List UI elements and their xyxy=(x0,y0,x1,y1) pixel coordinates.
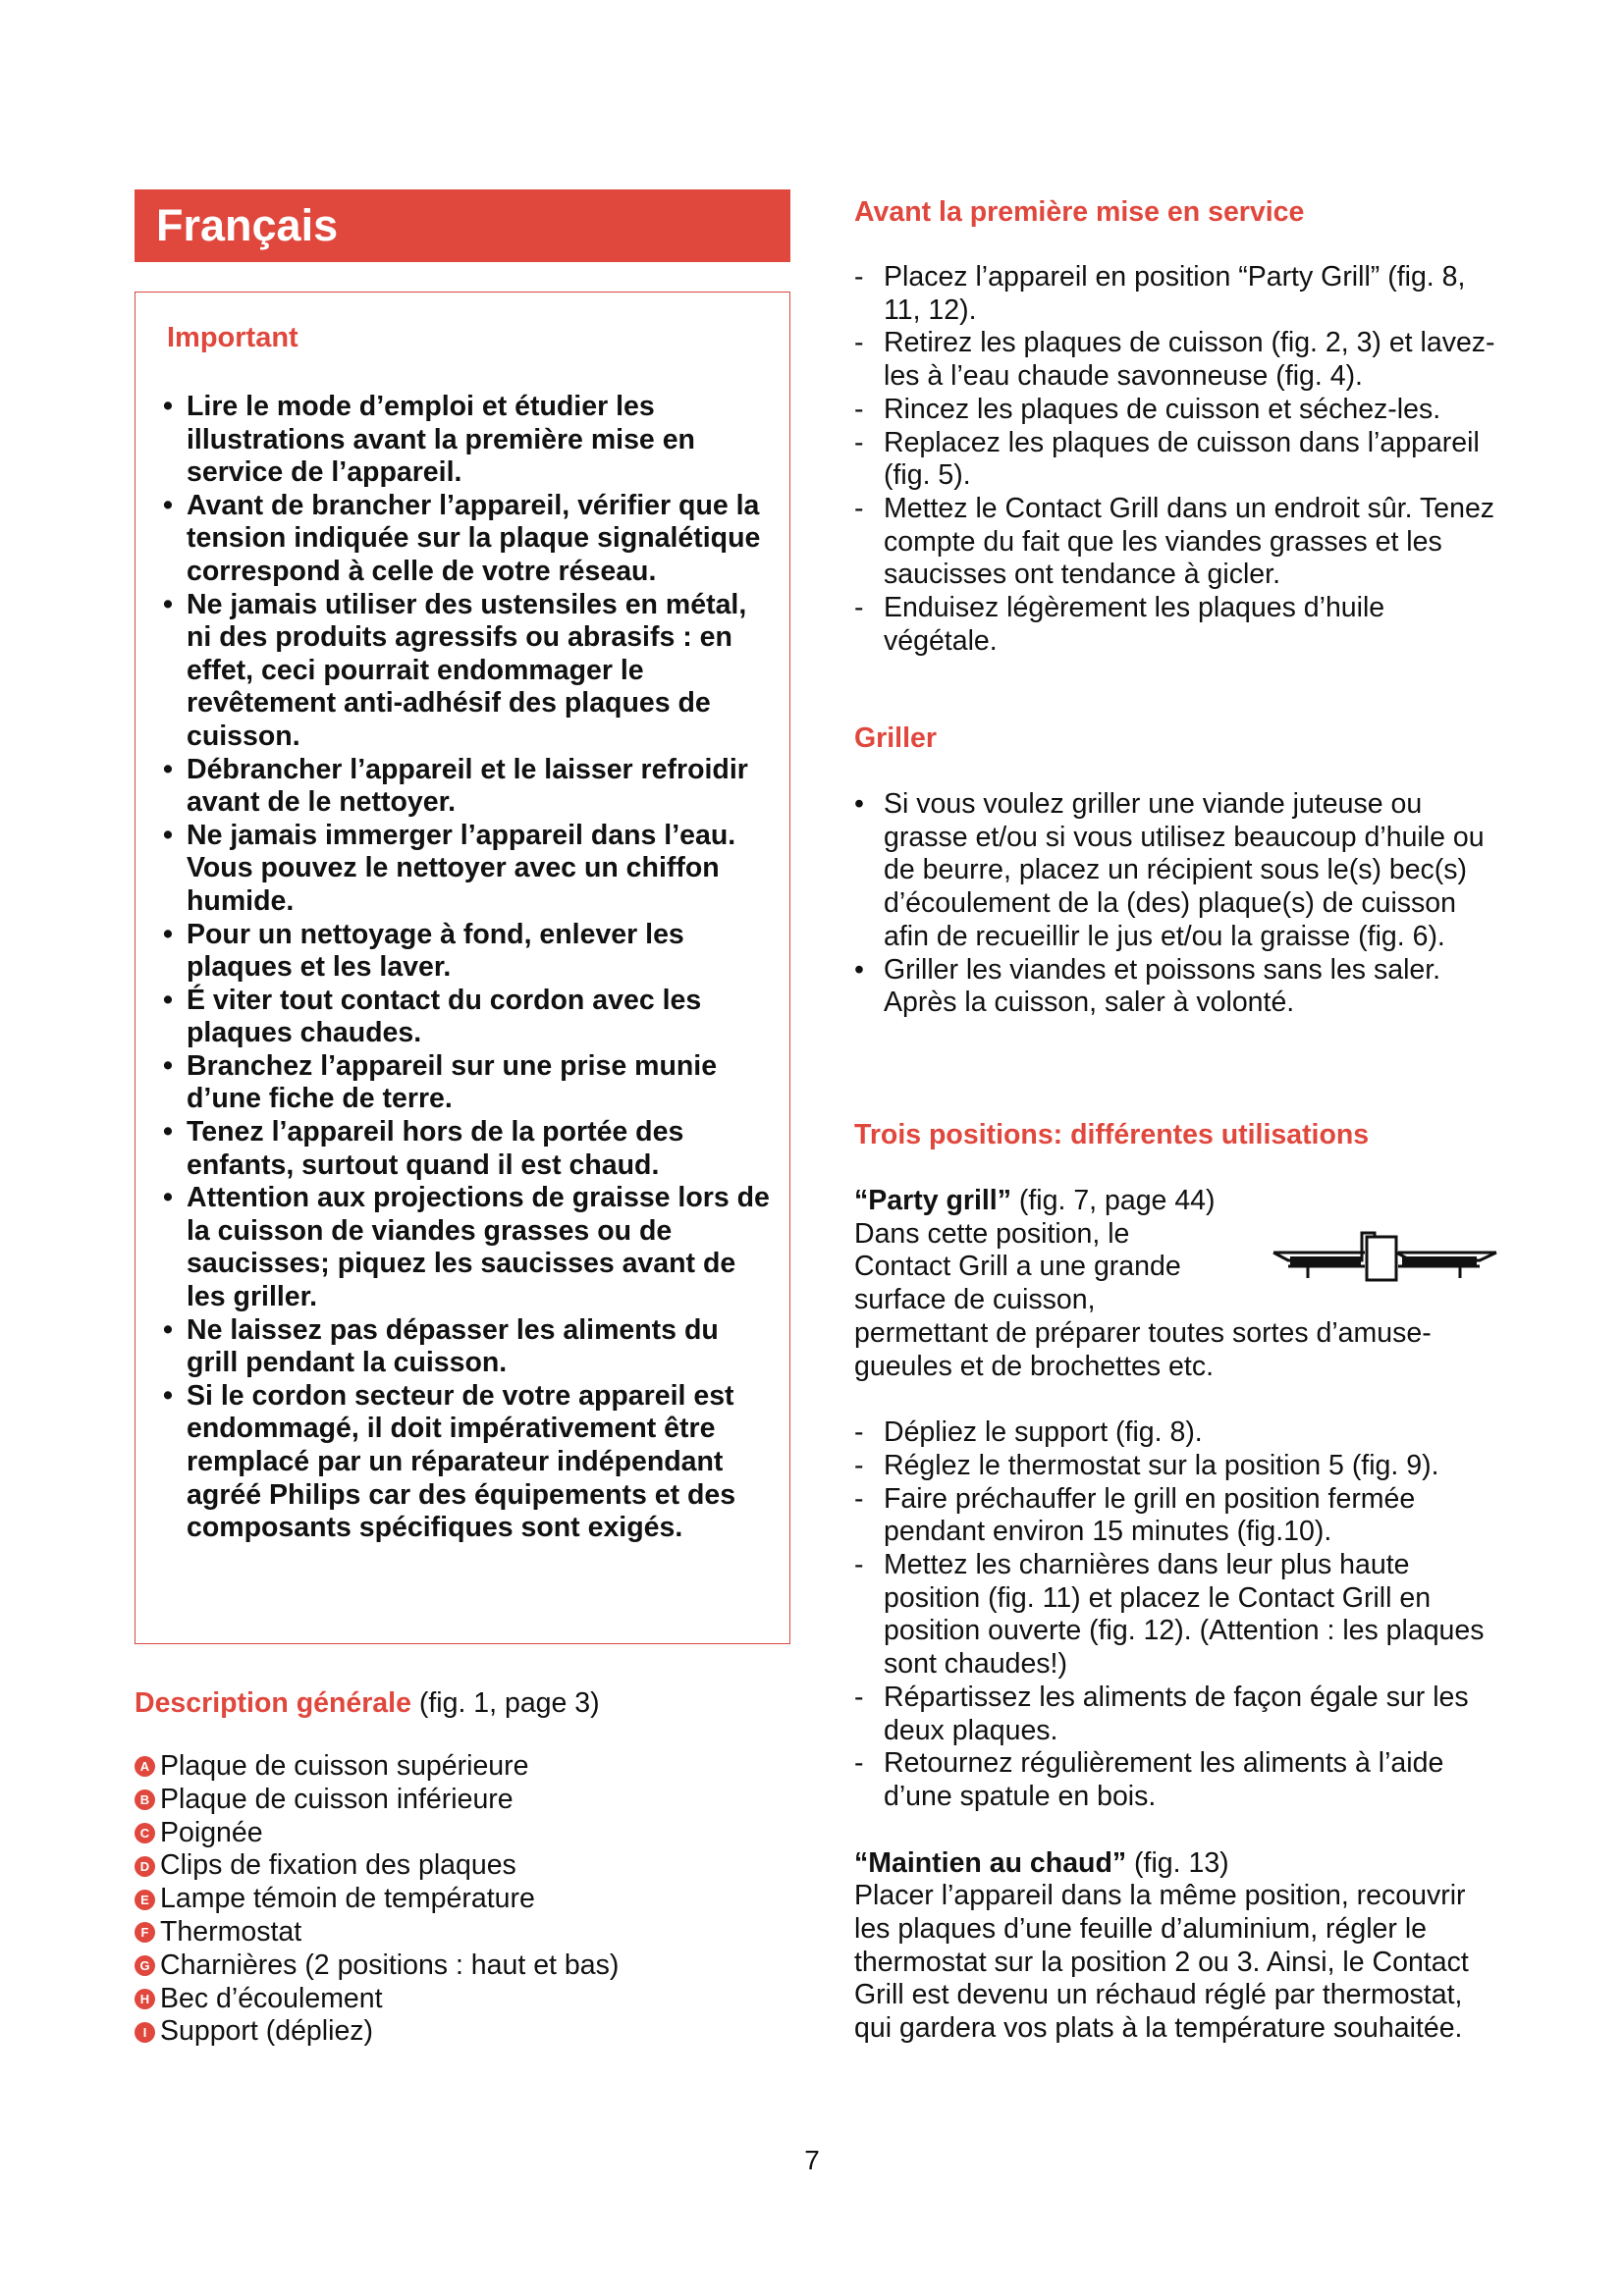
list-item: A Plaque de cuisson supérieure xyxy=(135,1750,802,1784)
list-item: - Répartissez les aliments de façon égale sur les deux plaques. xyxy=(854,1681,1469,1746)
list-item: • Débrancher l’appareil et le laisser refroidir avant de le nettoyer. xyxy=(163,753,748,819)
list-item: C Poignée xyxy=(135,1817,802,1850)
description-ref: (fig. 1, page 3) xyxy=(418,1687,600,1719)
griller-list xyxy=(854,788,1502,1020)
party-grill-heading xyxy=(854,1185,1502,1218)
party-grill-ref: (fig. 7, page 44) xyxy=(1018,1185,1216,1216)
avant-list xyxy=(854,261,1502,658)
griller-section xyxy=(854,788,1502,1020)
maintien-heading xyxy=(854,1847,1502,1881)
list-item: • Ne jamais utiliser des ustensiles en métal, ni des produits agressifs ou abrasifs : en effet, ceci pourrait endommager le revêtement anti-adhésif des plaques de cuisson. xyxy=(163,588,747,752)
avant-section xyxy=(854,261,1502,658)
list-item: I Support (dépliez) xyxy=(135,2015,802,2049)
party-grill-line: Dans cette position, le xyxy=(854,1217,1130,1250)
list-item: G Charnières (2 positions : haut et bas) xyxy=(135,1949,802,1983)
list-item: • Ne laissez pas dépasser les aliments du grill pendant la cuisson. xyxy=(163,1313,719,1379)
party-grill-line: Contact Grill a une grande xyxy=(854,1251,1181,1283)
description-title: Description générale xyxy=(135,1687,411,1719)
letter-badge: A xyxy=(135,1756,155,1777)
page-number: 7 xyxy=(804,2145,820,2175)
party-grill-line: gueules et de brochettes etc. xyxy=(854,1350,1214,1382)
language-banner xyxy=(135,189,790,262)
list-item: - Enduisez légèrement les plaques d’huile végétale. xyxy=(854,592,1385,657)
list-item: • Ne jamais immerger l’appareil dans l’eau. Vous pouvez le nettoyer avec un chiffon humide. xyxy=(163,819,736,917)
list-item: E Lampe témoin de température xyxy=(135,1883,802,1916)
list-item: • É viter tout contact du cordon avec les plaques chaudes. xyxy=(163,984,702,1049)
list-item: D Clips de fixation des plaques xyxy=(135,1849,802,1883)
language-title: Français xyxy=(156,200,339,250)
list-item: - Replacez les plaques de cuisson dans l’appareil (fig. 5). xyxy=(854,426,1480,492)
important-title: Important xyxy=(167,322,298,353)
list-item: • Tenez l’appareil hors de la portée des enfants, surtout quand il est chaud. xyxy=(163,1116,684,1181)
letter-badge: I xyxy=(135,2022,155,2043)
list-item: - Réglez le thermostat sur la position 5 (fig. 9). xyxy=(854,1449,1439,1481)
important-box xyxy=(135,292,790,1644)
maintien-name: “Maintien au chaud” xyxy=(854,1846,1127,1879)
party-grill-name: “Party grill” xyxy=(854,1185,1011,1216)
list-item: • Si vous voulez griller une viande juteuse ou grasse et/ou si vous utilisez beaucoup d’huile ou de beurre, placez un récipient sous le(s) bec(s) d’écoulement de la (des) plaque(s) de cuisson afin de recueillir le jus et/ou la graisse (fig. 6). xyxy=(854,788,1485,952)
list-item: • Griller les viandes et poissons sans les saler. Après la cuisson, saler à volonté. xyxy=(854,953,1441,1019)
party-grill-line: permettant de préparer toutes sortes d’amuse- xyxy=(854,1316,1432,1349)
list-item: - Faire préchauffer le grill en position fermée pendant environ 15 minutes (fig.10). xyxy=(854,1482,1416,1548)
description-heading xyxy=(135,1686,600,1720)
list-item: • Pour un nettoyage à fond, enlever les plaques et les laver. xyxy=(163,918,684,984)
list-item: F Thermostat xyxy=(135,1916,802,1949)
letter-badge: G xyxy=(135,1955,155,1976)
list-item: • Avant de brancher l’appareil, vérifier que la tension indiquée sur la plaque signalétique correspond à celle de votre réseau. xyxy=(163,489,761,587)
list-item: • Si le cordon secteur de votre appareil est endommagé, il doit impérativement être remplacé par un réparateur indépendant agréé Philips car des équipements et des composants spécifiques sont exigés. xyxy=(163,1379,736,1544)
letter-badge: D xyxy=(135,1856,155,1877)
list-item: H Bec d’écoulement xyxy=(135,1983,802,2016)
list-item: - Retournez régulièrement les aliments à l’aide d’une spatule en bois. xyxy=(854,1747,1444,1812)
maintien-text: Placer l’appareil dans la même position, recouvrir les plaques d’une feuille d’aluminium, régler le thermostat sur la position 2 ou 3. Ainsi, le Contact Grill est devenu un réchaud réglé par thermostat, qui gardera vos plats à la température souhaitée. xyxy=(854,1880,1469,2045)
list-item: • Lire le mode d’emploi et étudier les illustrations avant la première mise en service de l’appareil. xyxy=(163,391,695,489)
list-item: - Dépliez le support (fig. 8). xyxy=(854,1416,1203,1449)
list-item: • Branchez l’appareil sur une prise munie d’une fiche de terre. xyxy=(163,1049,718,1115)
letter-badge: B xyxy=(135,1789,155,1810)
maintien-ref: (fig. 13) xyxy=(1134,1846,1229,1879)
party-grill-section xyxy=(854,1185,1502,2046)
list-item: • Attention aux projections de graisse lors de la cuisson de viandes grasses ou de saucisses; piquez les saucisses avant de les griller. xyxy=(163,1182,770,1313)
list-item: - Mettez les charnières dans leur plus haute position (fig. 11) et placez le Contact Grill en position ouverte (fig. 12). (Attention : les plaques sont chaudes!) xyxy=(854,1549,1485,1681)
letter-badge: F xyxy=(135,1922,155,1943)
important-list xyxy=(157,391,776,1545)
party-grill-line: surface de cuisson, xyxy=(854,1284,1096,1316)
list-item: - Retirez les plaques de cuisson (fig. 2, 3) et lavez-les à l’eau chaude savonneuse (fig. 4). xyxy=(854,327,1495,393)
section-title-trois: Trois positions: différentes utilisations xyxy=(854,1119,1370,1150)
list-item: - Rincez les plaques de cuisson et séchez-les. xyxy=(854,393,1441,425)
list-item: - Placez l’appareil en position “Party Grill” (fig. 8, 11, 12). xyxy=(854,261,1466,326)
letter-badge: H xyxy=(135,1989,155,2009)
list-item: B Plaque de cuisson inférieure xyxy=(135,1784,802,1817)
description-list xyxy=(135,1750,802,2049)
open-grill-icon xyxy=(1269,1223,1504,1296)
party-grill-steps xyxy=(854,1416,1502,1813)
letter-badge: C xyxy=(135,1823,155,1843)
letter-badge: E xyxy=(135,1890,155,1910)
list-item: - Mettez le Contact Grill dans un endroit sûr. Tenez compte du fait que les viandes grasses et les saucisses ont tendance à gicler. xyxy=(854,492,1495,591)
section-title-griller: Griller xyxy=(854,722,937,754)
section-title-avant: Avant la première mise en service xyxy=(854,196,1305,228)
